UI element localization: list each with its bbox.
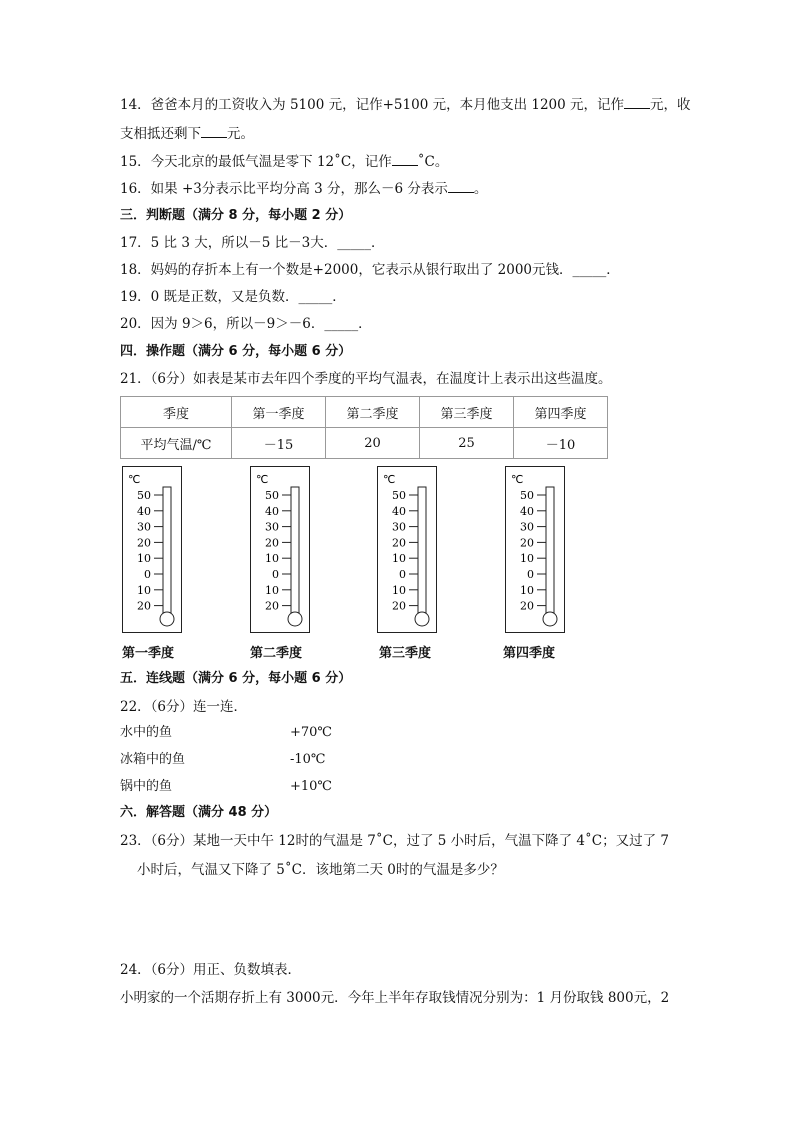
- tick-label: 30: [265, 520, 279, 534]
- thermometer-tube: [418, 487, 426, 613]
- match-left-item[interactable]: 冰箱中的鱼: [120, 752, 186, 767]
- thermometer-svg: [251, 467, 309, 632]
- q20: 20．因为 9＞6，所以－9＞－6．_____．: [120, 316, 372, 332]
- table-header-row: [121, 397, 608, 428]
- unit-label: ℃: [128, 473, 141, 486]
- match-right-item[interactable]: +70℃: [290, 725, 332, 740]
- match-right-item[interactable]: -10℃: [290, 752, 326, 767]
- tick-label: 50: [520, 489, 534, 502]
- match-left-item[interactable]: 锅中的鱼: [120, 779, 173, 794]
- thermometer-bulb: [288, 612, 302, 626]
- tick-label: 10: [137, 583, 151, 597]
- thermometer-bulb: [415, 612, 429, 626]
- table-cell: 季度: [121, 397, 232, 428]
- table-cell: 平均气温/℃: [121, 428, 232, 459]
- q15: 15．今天北京的最低气温是零下 12˚C，记作 ˚C。: [120, 154, 449, 170]
- thermometer-q2[interactable]: [250, 466, 310, 633]
- unit-label: ℃: [256, 473, 269, 486]
- tick-label: 20: [392, 599, 406, 613]
- tick-label: 0: [527, 568, 534, 581]
- tick-label: 50: [265, 489, 279, 502]
- tick-label: 20: [137, 599, 151, 613]
- table-cell: 20: [326, 428, 420, 459]
- table-cell: 第二季度: [326, 397, 420, 428]
- section-3-heading: 三．判断题（满分 8 分，每小题 2 分）: [120, 208, 352, 223]
- tick-label: 40: [265, 504, 279, 518]
- tick-label: 20: [137, 536, 151, 550]
- q24-line1: 24．（6分）用正、负数填表．: [120, 962, 302, 978]
- q23-line1: 23．（6分）某地一天中午 12时的气温是 7˚C，过了 5 小时后，气温下降了 4˚C；又过了 7: [120, 833, 669, 849]
- tick-label: 20: [265, 599, 279, 613]
- thermometer-label: 第一季度: [122, 646, 175, 661]
- tick-label: 10: [392, 552, 406, 566]
- unit-label: ℃: [383, 473, 396, 486]
- tick-label: 20: [520, 599, 534, 613]
- tick-label: 20: [520, 536, 534, 550]
- answer-blank[interactable]: [448, 180, 474, 193]
- match-right-item[interactable]: +10℃: [290, 779, 332, 794]
- q19: 19．0 既是正数，又是负数．_____．: [120, 289, 346, 305]
- q14-line2: 支相抵还剩下 元。: [120, 126, 254, 142]
- answer-blank[interactable]: [624, 96, 650, 109]
- thermometer-svg: [123, 467, 181, 632]
- tick-label: 40: [520, 504, 534, 518]
- table-cell: 25: [420, 428, 514, 459]
- tick-label: 50: [392, 489, 406, 502]
- table-row: [121, 428, 608, 459]
- tick-label: 30: [392, 520, 406, 534]
- tick-label: 20: [265, 536, 279, 550]
- table-cell: －10: [514, 428, 608, 459]
- match-left-item[interactable]: 水中的鱼: [120, 725, 173, 740]
- answer-blank[interactable]: [201, 125, 227, 138]
- thermometer-label: 第三季度: [379, 646, 432, 661]
- thermometer-svg: [506, 467, 564, 632]
- tick-label: 10: [265, 552, 279, 566]
- q22: 22．（6分）连一连．: [120, 699, 248, 715]
- section-4-heading: 四．操作题（满分 6 分，每小题 6 分）: [120, 344, 352, 359]
- table-cell: 第四季度: [514, 397, 608, 428]
- tick-label: 30: [137, 520, 151, 534]
- thermometer-q4[interactable]: [505, 466, 565, 633]
- tick-label: 10: [520, 583, 534, 597]
- table-cell: 第三季度: [420, 397, 514, 428]
- q18: 18．妈妈的存折本上有一个数是+2000，它表示从银行取出了 2000元钱．_____．: [120, 262, 620, 278]
- unit-label: ℃: [511, 473, 524, 486]
- table-cell: －15: [232, 428, 326, 459]
- tick-label: 10: [520, 552, 534, 566]
- answer-blank[interactable]: [392, 153, 418, 166]
- temperature-table: [120, 396, 608, 459]
- q21: 21．（6分）如表是某市去年四个季度的平均气温表，在温度计上表示出这些温度。: [120, 371, 612, 387]
- thermometer-svg: [378, 467, 436, 632]
- tick-label: 20: [392, 536, 406, 550]
- thermometer-q3[interactable]: [377, 466, 437, 633]
- q14-line1: 14．爸爸本月的工资收入为 5100 元，记作+5100 元，本月他支出 1200 元，记作 元，收: [120, 97, 691, 113]
- thermometer-tube: [291, 487, 299, 613]
- thermometer-q1[interactable]: [122, 466, 182, 633]
- tick-label: 40: [392, 504, 406, 518]
- thermometer-tube: [546, 487, 554, 613]
- tick-label: 40: [137, 504, 151, 518]
- tick-label: 0: [399, 568, 406, 581]
- thermometer-tube: [163, 487, 171, 613]
- tick-label: 0: [272, 568, 279, 581]
- thermometer-bulb: [160, 612, 174, 626]
- tick-label: 0: [144, 568, 151, 581]
- tick-label: 10: [392, 583, 406, 597]
- tick-label: 50: [137, 489, 151, 502]
- table-cell: 第一季度: [232, 397, 326, 428]
- tick-label: 10: [265, 583, 279, 597]
- section-6-heading: 六．解答题（满分 48 分）: [120, 805, 278, 820]
- tick-label: 30: [520, 520, 534, 534]
- q16: 16．如果 +3分表示比平均分高 3 分，那么－6 分表示 。: [120, 181, 488, 197]
- thermometer-label: 第四季度: [503, 646, 556, 661]
- thermometer-bulb: [543, 612, 557, 626]
- thermometer-label: 第二季度: [250, 646, 303, 661]
- q24-line2: 小明家的一个活期存折上有 3000元．今年上半年存取钱情况分别为：1 月份取钱 800元，2: [120, 990, 670, 1006]
- section-5-heading: 五．连线题（满分 6 分，每小题 6 分）: [120, 671, 352, 686]
- q23-line2: 小时后，气温又下降了 5˚C．该地第二天 0时的气温是多少？: [137, 862, 504, 878]
- tick-label: 10: [137, 552, 151, 566]
- q17: 17．5 比 3 大，所以－5 比－3大．_____．: [120, 235, 385, 251]
